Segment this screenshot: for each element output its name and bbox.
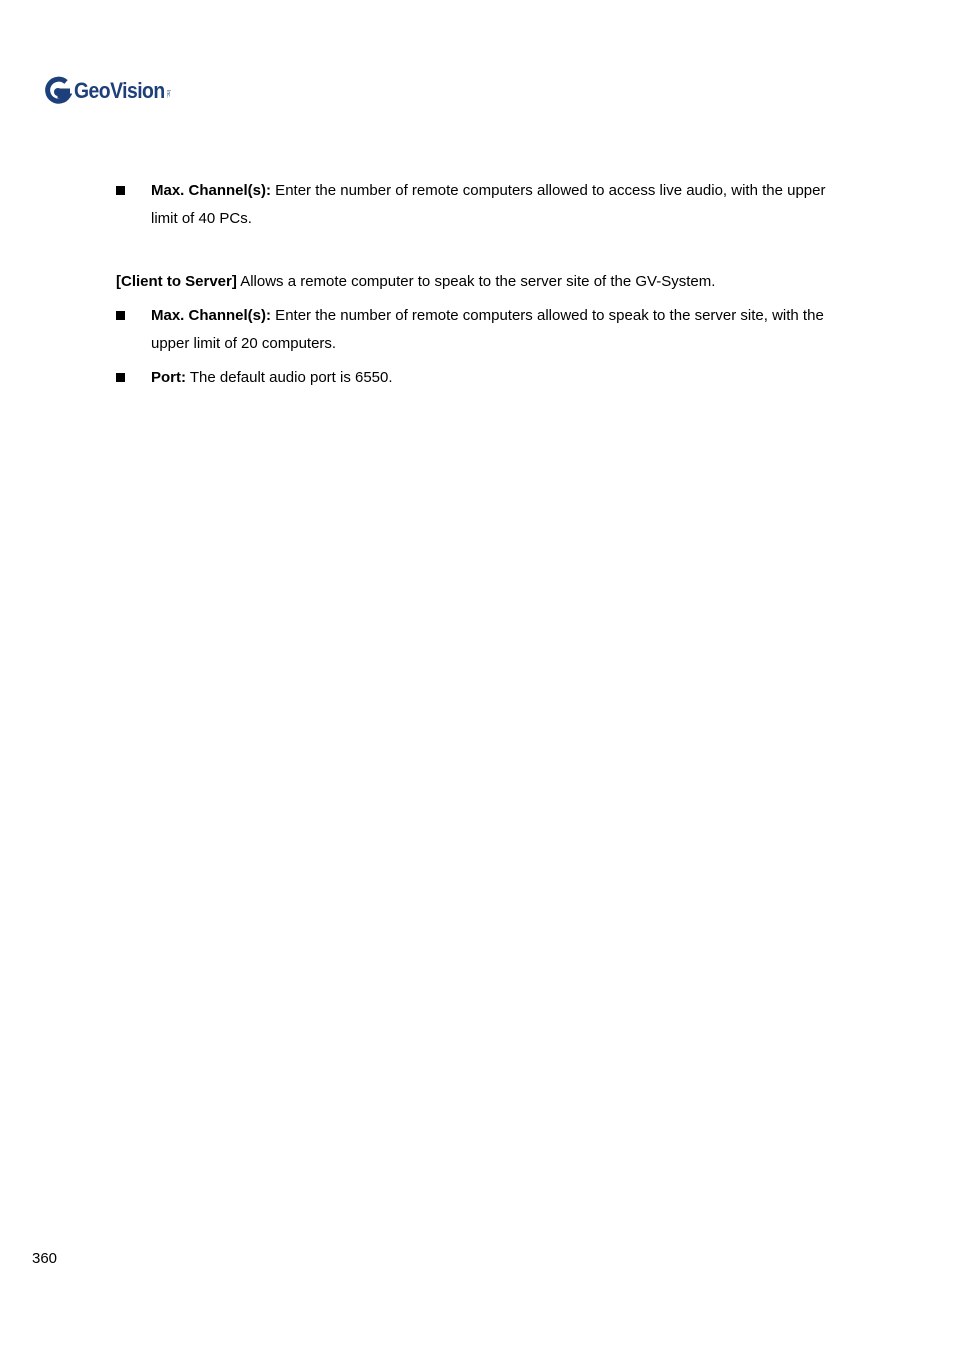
geovision-logo: [44, 74, 171, 108]
geovision-logo-icon: [44, 76, 72, 106]
logo-wordmark: GeoVision: [74, 78, 165, 103]
logo-inc: Inc.: [165, 89, 171, 99]
bullet-port: [116, 364, 846, 392]
bullet-text: [151, 364, 846, 392]
bullet-label: Port:: [151, 369, 186, 386]
square-bullet-icon: [116, 186, 125, 195]
bullet-body: Enter the number of remote computers allowed to access live audio, with the upper limit of 40 PCs.: [151, 182, 826, 227]
bullet-text: [151, 177, 846, 233]
section-body: Allows a remote computer to speak to the server site of the GV-System.: [236, 273, 716, 290]
section-label: [Client to Server]: [116, 273, 237, 290]
bullet-label: Max. Channel(s):: [151, 307, 272, 324]
page-number: 360: [32, 1250, 58, 1267]
square-bullet-icon: [116, 373, 125, 382]
bullet-text: [151, 302, 846, 358]
bullet-body: The default audio port is 6550.: [186, 369, 393, 386]
bullet-label: Max. Channel(s):: [151, 182, 272, 199]
bullet-max-channels-speak: [116, 302, 846, 358]
square-bullet-icon: [116, 311, 125, 320]
bullet-body: Enter the number of remote computers allowed to speak to the server site, with the upper limit of 20 computers.: [151, 307, 824, 352]
client-to-server-paragraph: [116, 268, 846, 296]
bullet-max-channels-live-audio: [116, 177, 846, 233]
